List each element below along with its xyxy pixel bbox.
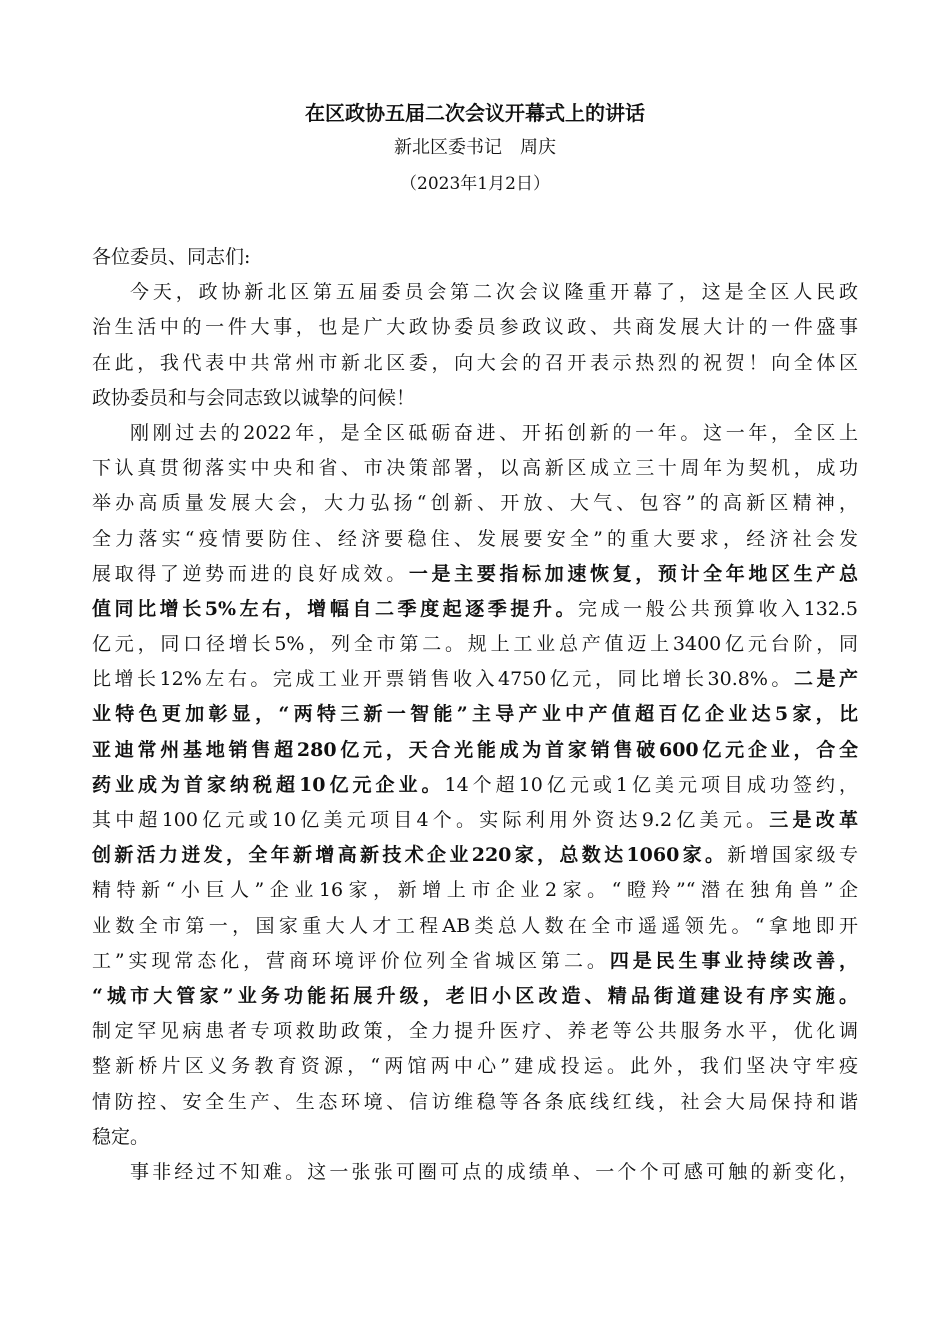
paragraph-2 xyxy=(92,416,858,1155)
document-author: 新北区委书记 周庆 xyxy=(394,137,556,158)
paragraph-line: 在此，我代表中共常州市新北区委，向大会的召开表示热烈的祝贺！向全体区 xyxy=(92,351,858,374)
paragraph-line xyxy=(92,733,858,768)
paragraph-1 xyxy=(92,275,858,416)
paragraph-line: 稳定。 xyxy=(92,1125,150,1148)
paragraph-line: 事非经过不知难。这一张张可圈可点的成绩单、一个个可感可触的新变化， xyxy=(130,1160,858,1183)
greeting: 各位委员、同志们: xyxy=(92,246,251,268)
bold-highlight: 亚迪常州基地销售超280亿元，天合光能成为首家销售破600亿元企业，合全 xyxy=(92,738,858,761)
bold-highlight: 一是主要指标加速恢复，预计全年地区生产总 xyxy=(408,562,858,585)
paragraph-line: 政协委员和与会同志致以诚挚的问候！ xyxy=(92,386,416,409)
paragraph-line: 情防控、安全生产、生态环境、信访维稳等各条底线红线，社会大局保持和谐 xyxy=(92,1090,858,1113)
paragraph-line xyxy=(92,803,858,838)
paragraph-line: 治生活中的一件大事，也是广大政协委员参政议政、共商发展大计的一件盛事 xyxy=(92,316,858,339)
paragraph-line: 精特新“小巨人”企业16家，新增上市企业2家。“瞪羚”“潜在独角兽”企 xyxy=(92,879,858,902)
paragraph-line: 下认真贯彻落实中央和省、市决策部署，以高新区成立三十周年为契机，成功 xyxy=(92,457,858,480)
paragraph-line xyxy=(92,697,858,732)
text-run: 新增国家级专 xyxy=(727,844,858,867)
text-run: 完成一般公共预算收入132.5 xyxy=(578,597,858,620)
paragraph-line: 刚刚过去的2022年，是全区砥砺奋进、开拓创新的一年。这一年，全区上 xyxy=(130,421,858,444)
bold-highlight: 三是改革 xyxy=(769,809,858,831)
document-body xyxy=(92,240,858,1190)
paragraph-line: 举办高质量发展大会，大力弘扬“创新、开放、大气、包容”的高新区精神， xyxy=(92,492,858,515)
bold-highlight: 业特色更加彰显，“两特三新一智能”主导产业中产值超百亿企业达5家，比 xyxy=(92,703,858,726)
paragraph-line xyxy=(92,979,858,1014)
paragraph-line xyxy=(92,557,858,592)
document-title: 在区政协五届二次会议开幕式上的讲话 xyxy=(305,101,645,125)
paragraph-line xyxy=(92,944,858,979)
bold-highlight: 四是民生事业持续改善， xyxy=(609,949,858,972)
paragraph-line: 业数全市第一，国家重大人才工程AB类总人数在全市遥遥领先。“拿地即开 xyxy=(92,914,858,937)
paragraph-line: 整新桥片区义务教育资源，“两馆两中心”建成投运。此外，我们坚决守牢疫 xyxy=(92,1055,858,1078)
bold-highlight: “城市大管家”业务功能拓展升级，老旧小区改造、精品街道建设有序实施。 xyxy=(92,984,858,1007)
bold-highlight: 二是产 xyxy=(793,668,858,691)
document-date: （2023年1月2日） xyxy=(400,174,550,194)
paragraph-line xyxy=(92,662,858,697)
paragraph-3 xyxy=(92,1155,858,1190)
text-run: 14个超10亿元或1亿美元项目成功签约， xyxy=(444,773,858,796)
paragraph-line xyxy=(92,838,858,873)
paragraph-line: 亿元，同口径增长5%，列全市第二。规上工业总产值迈上3400亿元台阶，同 xyxy=(92,633,858,656)
paragraph-line: 制定罕见病患者专项救助政策，全力提升医疗、养老等公共服务水平，优化调 xyxy=(92,1020,858,1043)
text-run: 比增长12%左右。完成工业开票销售收入4750亿元，同比增长30.8%。 xyxy=(92,668,794,691)
paragraph-line: 今天，政协新北区第五届委员会第二次会议隆重开幕了，这是全区人民政 xyxy=(130,281,858,304)
paragraph-line xyxy=(92,768,858,803)
text-run: 其中超100亿元或10亿美元项目4个。实际利用外资达9.2亿美元。 xyxy=(92,809,770,831)
bold-highlight: 药业成为首家纳税超10亿元企业。 xyxy=(92,773,445,796)
text-run: 展取得了逆势而进的良好成效。 xyxy=(92,562,409,585)
paragraph-line: 全力落实“疫情要防住、经济要稳住、发展要安全”的重大要求，经济社会发 xyxy=(92,527,858,550)
bold-highlight: 创新活力迸发，全年新增高新技术企业220家，总数达1060家。 xyxy=(92,844,728,867)
bold-highlight: 值同比增长5%左右，增幅自二季度起逐季提升。 xyxy=(92,597,579,620)
text-run: 工”实现常态化，营商环境评价位列全省城区第二。 xyxy=(92,949,610,972)
paragraph-line xyxy=(92,592,858,627)
